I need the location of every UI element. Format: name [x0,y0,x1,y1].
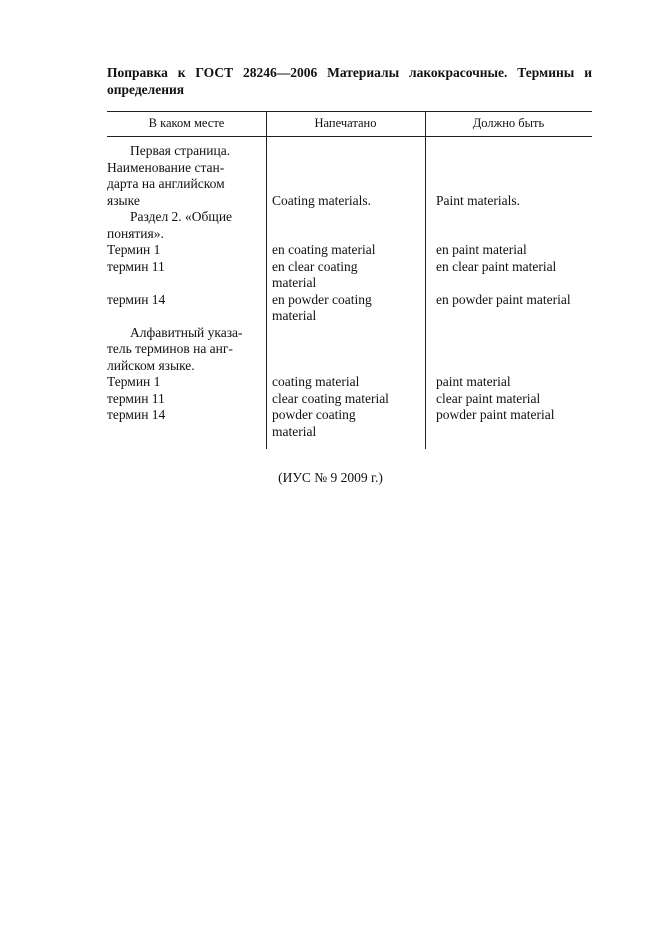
table-row-location: термин 11 [107,258,165,274]
document-title: Поправка к ГОСТ 28246—2006 Материалы лакокрасочные. Термины и определения [107,65,592,97]
header-location: В каком месте [148,116,225,130]
location-line: языке [107,192,140,208]
table-row-printed: powder coating [272,407,356,422]
table-row-location: Термин 1 [107,242,161,257]
location-line: Алфавитный указа- [130,324,243,340]
table-row-printed: en clear coating [272,258,358,274]
table-row-printed: material [272,423,317,439]
table-row-printed: en coating material [272,242,376,257]
should-be-value: Paint materials. [436,192,520,208]
table-row-location: Термин 1 [107,374,161,389]
column-divider-2 [425,111,426,449]
table-row-location: термин 14 [107,407,166,422]
table-row-should-be: powder paint material [436,407,555,422]
table-row-should-be: en clear paint material [436,258,557,274]
printed-value: Coating materials. [272,192,371,208]
location-line: тель терминов на анг- [107,341,233,356]
location-line: лийском языке. [107,357,195,373]
location-line: дарта на английском [107,176,225,191]
location-line: Наименование стан- [107,159,225,175]
location-line: Раздел 2. «Общие [130,209,233,224]
table-row-should-be: clear paint material [436,390,541,406]
table-row-printed: en powder coating [272,291,372,307]
table-row-printed: material [272,275,317,290]
table-row-should-be: paint material [436,374,511,389]
column-divider-1 [266,111,267,449]
table-header-rule [107,136,592,137]
table-row-should-be: en powder paint material [436,291,571,307]
table-row-printed: clear coating material [272,390,389,406]
table-row-printed: coating material [272,374,360,389]
table-top-rule [107,111,592,112]
table-row-location: термин 14 [107,291,166,307]
location-line: Первая страница. [130,143,231,158]
table-row-printed: material [272,308,317,323]
table-row-location: термин 11 [107,390,165,406]
header-should-be: Должно быть [472,116,545,130]
table-row-should-be: en paint material [436,242,527,257]
header-printed: Напечатано [314,116,377,130]
location-line: понятия». [107,225,164,241]
publication-reference: (ИУС № 9 2009 г.) [278,470,383,485]
